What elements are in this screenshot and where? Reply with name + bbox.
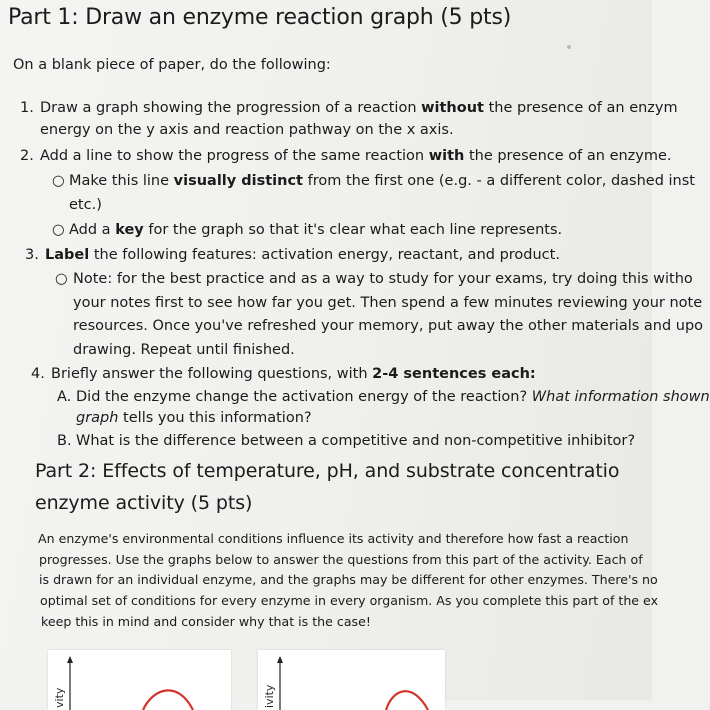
item3-line1 [45, 247, 560, 263]
item4-line1 [51, 366, 536, 382]
item2-number: 2. [20, 148, 34, 164]
item4-bold: 2-4 sentences each: [372, 366, 536, 382]
item4-b-line1: What is the difference between a competitive and non-competitive inhibitor? [76, 433, 636, 449]
item2-sub2-text-c: for the graph so that it's clear what each line represents. [143, 222, 563, 238]
graph-temperature-preview [48, 650, 231, 710]
item3-sub-bullet: ○ [55, 271, 68, 287]
part2-para-line3: is drawn for an individual enzyme, and the graphs may be different for other enzymes. There's no [39, 572, 658, 587]
part1-title: Part 1: Draw an enzyme reaction graph (5 pts) [8, 5, 512, 30]
graph2-ylabel: ivity [263, 684, 276, 708]
item4-a-text-b: tells you this information? [118, 410, 312, 426]
item4-a-italic: What information shown [531, 389, 710, 405]
item2-sub2-bullet: ○ [52, 222, 65, 238]
graph2-svg [258, 650, 445, 710]
part2-para-line2: progresses. Use the graphs below to answer the questions from this part of the activity. Each of [39, 552, 643, 567]
speck-dot [567, 45, 571, 49]
item1-bold-without: without [421, 100, 484, 116]
part2-para-line1: An enzyme's environmental conditions influence its activity and therefore how fast a reaction [38, 531, 629, 546]
item4-a-line1 [76, 389, 710, 405]
item3-sub-line2: your notes first to see how far you get. Then spend a few minutes reviewing your note [73, 295, 703, 311]
item2-text-c: the presence of an enzyme. [464, 148, 672, 164]
item3-bold-label: Label [45, 247, 90, 263]
item2-sub1-line2: etc.) [69, 197, 102, 213]
graph-ph-preview [258, 650, 445, 710]
item3-number: 3. [25, 247, 39, 263]
graph1-ylabel: vity [53, 687, 66, 708]
item2-sub2-line [69, 222, 562, 238]
graph1-y-arrow [67, 656, 73, 663]
part2-title-line2: enzyme activity (5 pts) [35, 492, 253, 514]
item2-text-a: Add a line to show the progress of the same reaction [40, 148, 429, 164]
item4-text-a: Briefly answer the following questions, with [51, 366, 373, 382]
graph2-activity-curve [386, 691, 428, 710]
item2-sub1-line1 [69, 173, 695, 189]
item2-sub1-bullet: ○ [52, 173, 65, 189]
part2-para-line4: optimal set of conditions for every enzyme in every organism. As you complete this part of the ex [40, 593, 659, 608]
item3-sub-line4: drawing. Repeat until finished. [73, 342, 295, 358]
graph2-y-arrow [277, 656, 283, 663]
item1-line2: energy on the y axis and reaction pathway on the x axis. [40, 122, 454, 138]
part2-para-line5: keep this in mind and consider why that is the case! [41, 614, 371, 629]
item2-bold-with: with [428, 148, 465, 164]
item1-text-a: Draw a graph showing the progression of a reaction [40, 100, 422, 116]
graph1-svg [48, 650, 231, 710]
item2-sub2-bold-key: key [115, 222, 144, 238]
item1-number: 1. [20, 100, 34, 116]
graph1-activity-curve [143, 690, 193, 710]
item4-a-text-a: Did the enzyme change the activation energy of the reaction? [76, 389, 532, 405]
item4-a-line2 [76, 410, 312, 426]
item2-sub1-bold: visually distinct [173, 173, 303, 189]
item3-sub-line3: resources. Once you've refreshed your memory, put away the other materials and upo [73, 318, 704, 334]
part2-title-line1: Part 2: Effects of temperature, pH, and substrate concentratio [35, 460, 620, 482]
item4-b-label: B. [57, 433, 72, 449]
item2-sub1-text-c: from the first one (e.g. - a different color, dashed inst [303, 173, 695, 189]
part1-intro: On a blank piece of paper, do the following: [13, 57, 331, 73]
item4-a-italic-graph: graph [76, 410, 119, 426]
item3-sub-line1: Note: for the best practice and as a way to study for your exams, try doing this witho [73, 271, 693, 287]
item4-number: 4. [31, 366, 45, 382]
item2-sub1-text-a: Make this line [69, 173, 174, 189]
item2-sub2-text-a: Add a [69, 222, 116, 238]
item4-a-label: A. [57, 389, 72, 405]
item3-text-b: the following features: activation energy, reactant, and product. [89, 247, 560, 263]
item1-text-c: the presence of an enzym [483, 100, 678, 116]
item1-line1 [40, 100, 678, 116]
item2-line1 [40, 148, 672, 164]
